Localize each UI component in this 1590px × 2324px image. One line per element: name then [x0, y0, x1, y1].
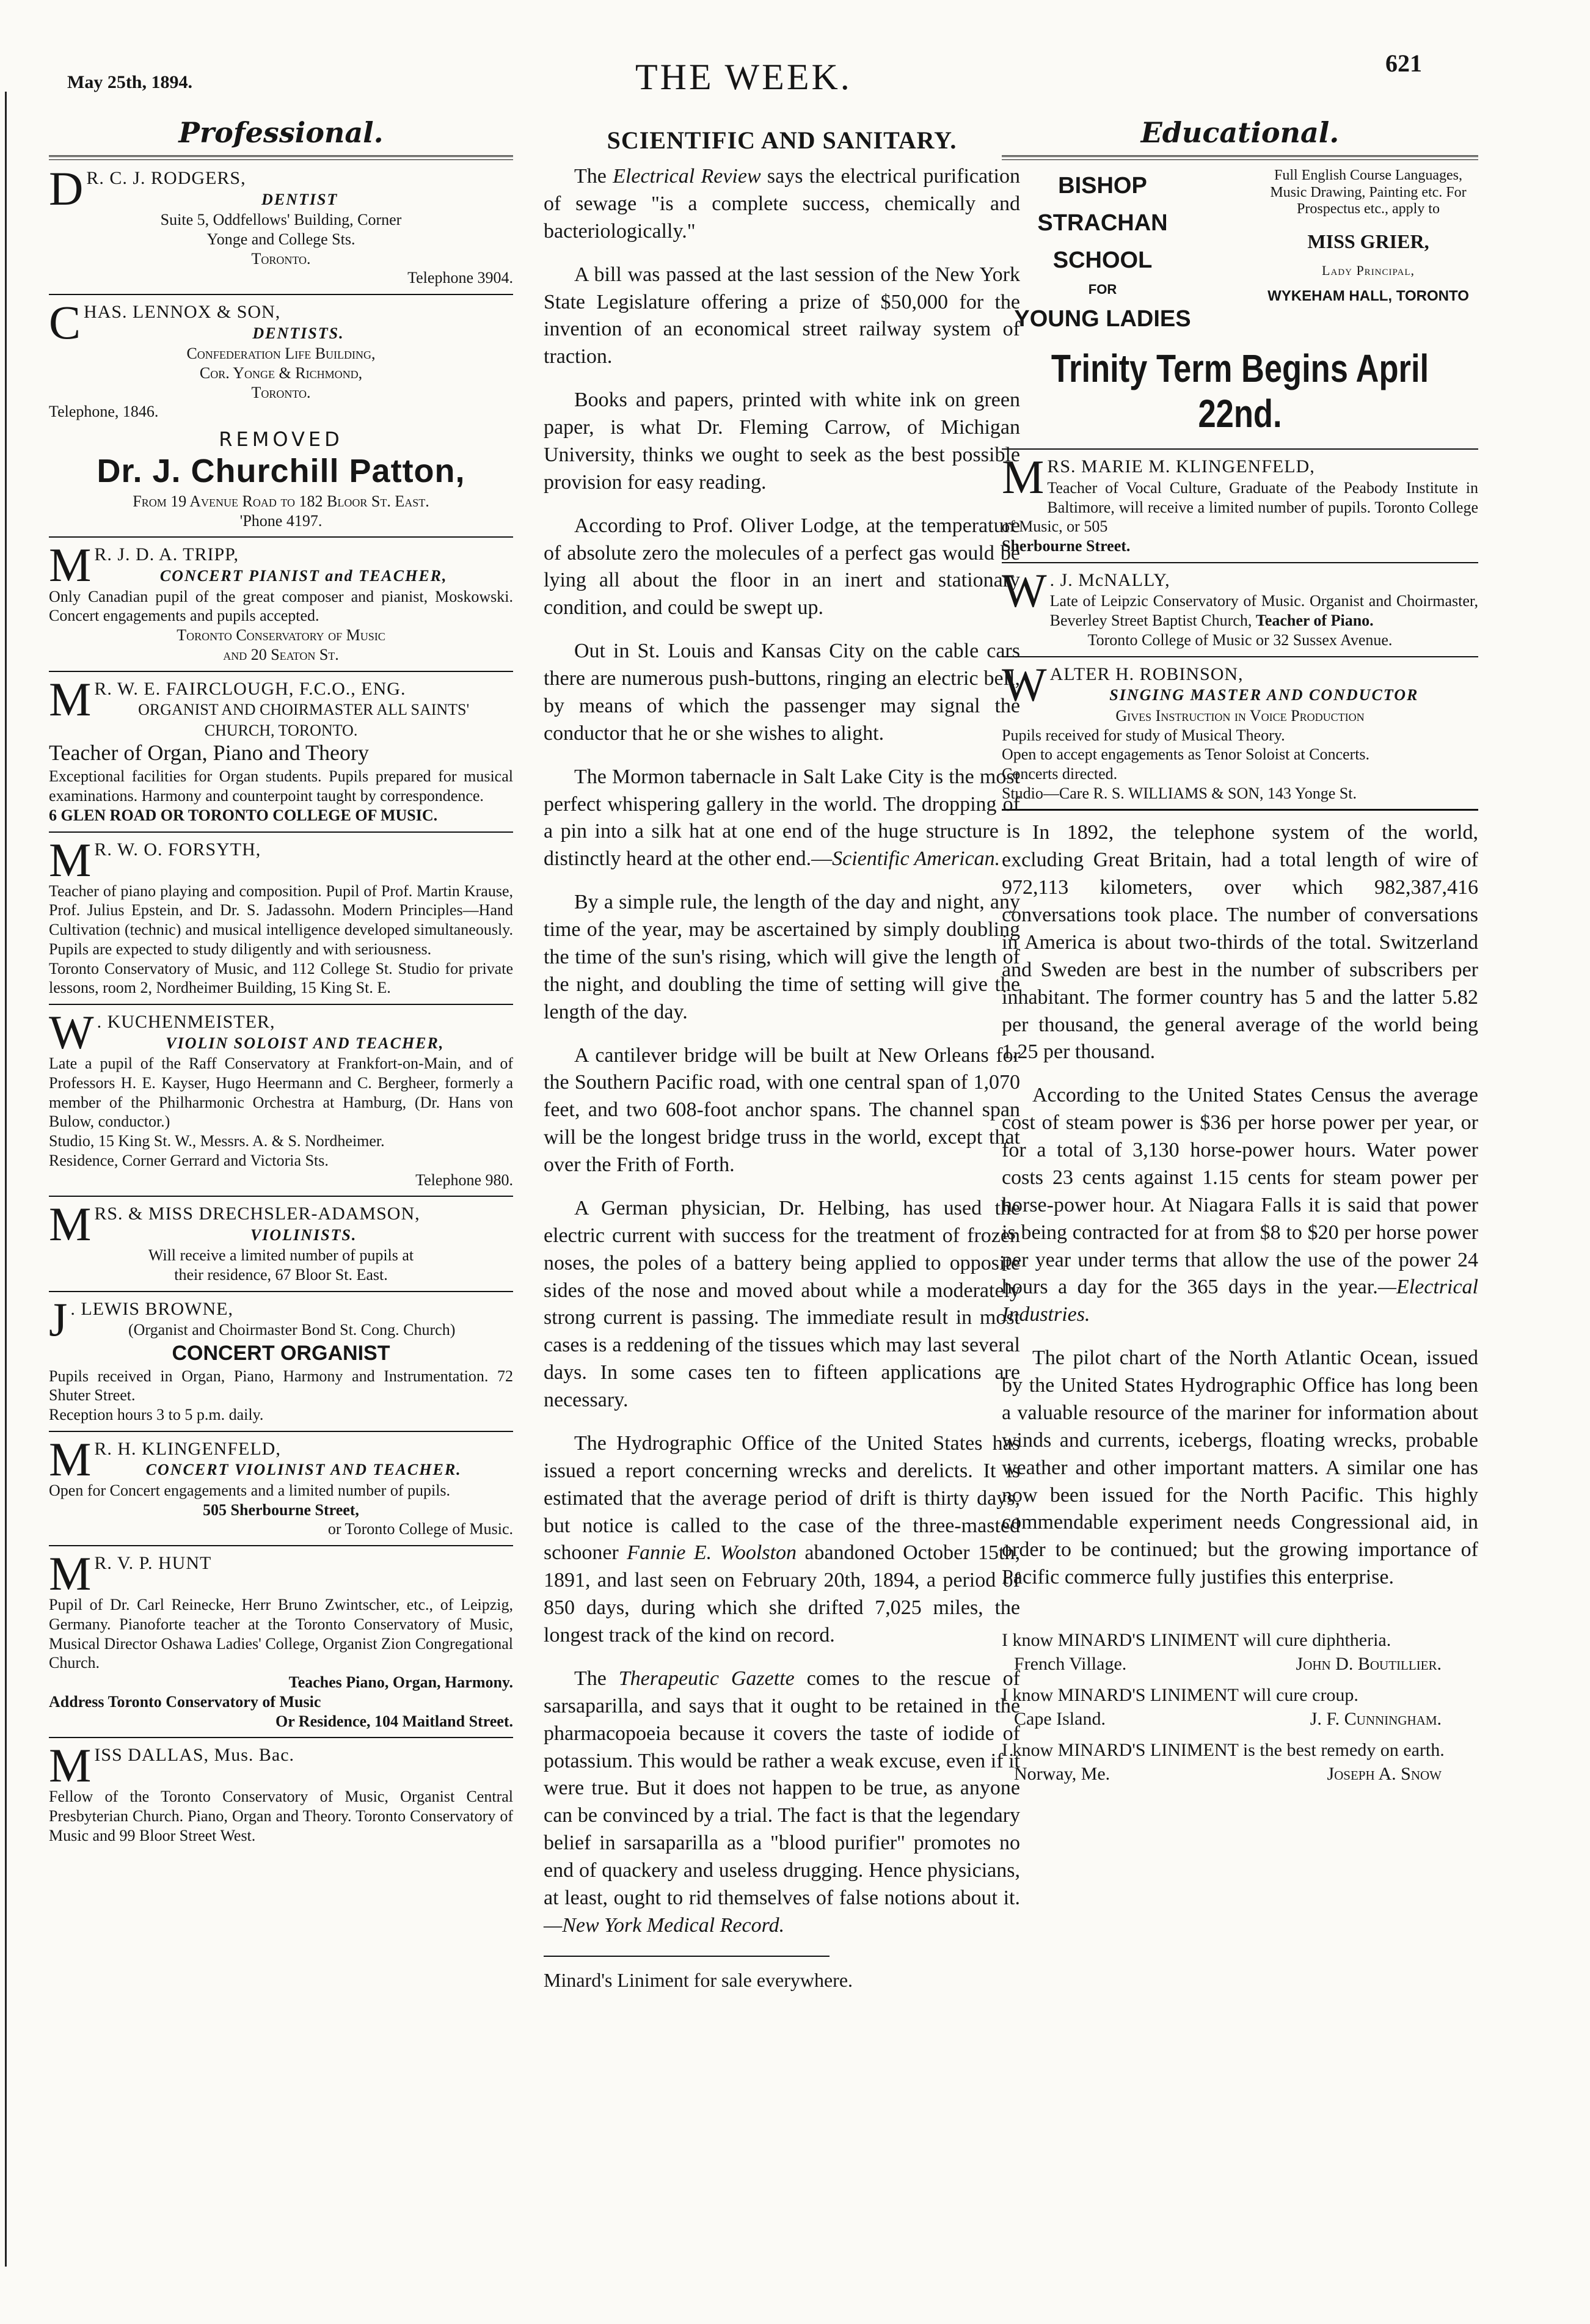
card-role: DENTIST — [261, 190, 338, 208]
article-paragraph: The Mormon tabernacle in Salt Lake City is the most perfect whispering gallery in the world. The dropping of a pin into a silk hat at one end of the huge structure is distinctly heard at the other end.—Scientific American. — [544, 765, 1020, 871]
issue-date: May 25th, 1894. — [67, 72, 192, 92]
card-role: CONCERT PIANIST and TEACHER, — [159, 567, 448, 585]
card-name: RS. MARIE M. KLINGENFELD, — [1047, 456, 1315, 477]
divider — [49, 1196, 513, 1197]
minard-testimonials — [1002, 1628, 1478, 1786]
card-line: Reception hours 3 to 5 p.m. daily. — [49, 1405, 264, 1423]
card-line: or Toronto College of Music. — [327, 1520, 513, 1538]
card-dallas — [49, 1739, 513, 1845]
card-name: . KUCHENMEISTER, — [97, 1012, 275, 1032]
card-name: Dr. J. Churchill Patton, — [97, 453, 465, 490]
drop-initial: W — [1002, 657, 1048, 711]
article-paragraph: A bill was passed at the last session of the New York State Legislature offering a prize of $50,000 for the invention of an economical street railway system of traction. — [544, 263, 1020, 368]
card-line: Will receive a limited number of pupils at — [148, 1246, 414, 1265]
trinity-term-notice: Trinity Term Begins April 22nd. — [1051, 346, 1429, 436]
heading-rule — [49, 155, 513, 160]
card-line: Suite 5, Oddfellows' Building, Corner — [160, 211, 402, 229]
card-line: ORGANIST AND CHOIRMASTER ALL SAINTS' — [138, 701, 470, 719]
card-name: . J. McNALLY, — [1049, 569, 1170, 590]
divider — [49, 1737, 513, 1738]
card-m-klingenfeld — [1002, 450, 1478, 555]
card-body: Open for Concert engagements and a limited number of pupils. — [49, 1481, 451, 1499]
card-name: . LEWIS BROWNE, — [70, 1298, 233, 1319]
card-lennox — [49, 296, 513, 422]
card-address: 6 GLEN ROAD OR TORONTO COLLEGE OF MUSIC. — [49, 806, 438, 824]
drop-initial: C — [49, 296, 82, 349]
section-heading-professional: Professional. — [178, 116, 384, 149]
card-line: Toronto College of Music or 32 Sussex Avenue. — [1087, 630, 1393, 649]
card-body: Late a pupil of the Raff Conservatory at Frankfort-on-Main, and of Professors H. E. Kayser, Hugo Heermann and C. Bergheer, formerly a member of the Philharmonic Orchestra at Hamburg, (Dr. Hans von Bulow, conductor.) — [49, 1054, 513, 1131]
card-line: Studio, 15 King St. W., Messrs. A. & S. Nordheimer. — [49, 1132, 385, 1150]
divider — [1002, 562, 1478, 563]
card-body: Exceptional facilities for Organ students. Pupils prepared for musical examinations. Harmony and counterpoint taught by correspondence. — [49, 767, 513, 805]
divider — [49, 1431, 513, 1432]
card-line: Teaches Piano, Organ, Harmony. — [288, 1673, 513, 1692]
school-name-line: YOUNG LADIES — [1014, 305, 1191, 332]
testimonial-signature: John D. Boutillier. — [1296, 1654, 1442, 1674]
testimonial-text: I know MINARD'S LINIMENT will cure croup. — [1002, 1685, 1358, 1705]
article-paragraph: The Hydrographic Office of the United States has issued a report concerning wrecks and derelicts. It is estimated that the average period of drift is thirty days, but notice is called to the case of the three-masted schooner Fannie E. Woolston abandoned October 15th, 1891, and last seen on February 20th, 1894, a period of 850 days, during which she drifted 7,025 miles, the longest track of the kind on record. — [544, 1431, 1020, 1646]
card-drechsler — [49, 1197, 513, 1285]
school-name-line: FOR — [1088, 282, 1117, 298]
drop-initial: W — [1002, 563, 1048, 617]
card-line: Telephone 980. — [415, 1171, 513, 1189]
card-headline: CONCERT ORGANIST — [172, 1342, 390, 1365]
drop-initial: M — [49, 538, 92, 592]
divider — [49, 671, 513, 672]
drop-initial: M — [49, 1432, 92, 1486]
school-address: WYKEHAM HALL, TORONTO — [1267, 287, 1469, 304]
card-body: Late of Leipzic Conservatory of Music. Organist and Choirmaster, Beverley Street Baptist Church, — [1049, 592, 1478, 630]
card-name: R. V. P. HUNT — [94, 1553, 212, 1573]
minard-note: Minard's Liniment for sale everywhere. — [544, 1968, 853, 1991]
card-line: Confederation Life Building, — [186, 345, 376, 363]
card-name: R. C. J. RODGERS, — [86, 168, 246, 188]
school-info: Full English Course Languages, Music Drawing, Painting etc. For Prospectus etc., apply to — [1270, 167, 1467, 217]
card-kuchenmeister — [49, 1006, 513, 1189]
card-line: Address Toronto Conservatory of Music — [49, 1692, 321, 1711]
card-line: their residence, 67 Bloor St. East. — [174, 1266, 388, 1284]
card-name: ISS DALLAS, Mus. Bac. — [94, 1745, 295, 1766]
card-line: 505 Sherbourne Street, — [203, 1500, 359, 1519]
drop-initial: J — [49, 1292, 68, 1346]
article-paragraph: According to Prof. Oliver Lodge, at the temperature of absolute zero the molecules of a perfect gas would be lying all about the floor in an inert and stationary condition, and could be swept up. — [544, 514, 1020, 619]
card-role: SINGING MASTER AND CONDUCTOR — [1109, 686, 1419, 704]
card-line: Residence, Corner Gerrard and Victoria Sts. — [49, 1151, 329, 1169]
article-paragraph: Books and papers, printed with white ink on green paper, is what Dr. Fleming Carrow, of Michigan University, thinks we ought to seek as the best possible provision for easy reading. — [544, 389, 1020, 494]
card-robinson — [1002, 657, 1478, 803]
drop-initial: M — [1002, 450, 1045, 504]
card-name: ALTER H. ROBINSON, — [1049, 663, 1244, 684]
drop-initial: M — [49, 833, 92, 886]
card-role: CONCERT VIOLINIST AND TEACHER. — [145, 1461, 462, 1479]
card-role: DENTISTS. — [252, 324, 345, 342]
divider — [1002, 656, 1478, 657]
card-hunt — [49, 1547, 513, 1731]
school-name-line: SCHOOL — [1052, 247, 1153, 273]
school-ad — [1002, 167, 1478, 337]
card-forsyth — [49, 833, 513, 998]
section-heading-educational: Educational. — [1140, 116, 1340, 149]
card-headline: Teacher of Organ, Piano and Theory — [49, 740, 369, 766]
article-paragraph: By a simple rule, the length of the day and night, any time of the year, may be ascertained by simply doubling the time of the sun's rising, which will give the length of the night, and doubling the time of setting will give the length of the day. — [544, 891, 1020, 1023]
article-paragraph: According to the United States Census the average cost of steam power is $36 per horse power per year, or for a total of 3,130 horse-power hours. Water power costs 23 cents against 1.15 cents for steam power per horse-power hour. At Niagara Falls it is said that power is being contracted for at from $8 to $20 per horse power per year under terms that allow the use of the power 24 hours a day for the 365 days in the year.—Electrical Industries. — [1002, 1084, 1478, 1326]
card-line: Gives Instruction in Voice Production — [1115, 706, 1365, 725]
testimonial-text: I know MINARD'S LINIMENT will cure diphtheria. — [1002, 1630, 1391, 1650]
card-line: Cor. Yonge & Richmond, — [199, 364, 363, 382]
article-paragraph: The Electrical Review says the electrical purification of sewage "is a complete success, chemically and bacteriologically." — [544, 165, 1020, 243]
card-body: Pupil of Dr. Carl Reinecke, Herr Bruno Zwintscher, etc., of Leipzig, Germany. Pianoforte teacher at the Toronto Conservatory of Music, Musical Director Oshawa Ladies' College, Organist Zion Congregational Church. — [49, 1596, 513, 1672]
divider — [544, 1956, 830, 1957]
card-fairclough — [49, 672, 513, 825]
divider — [1002, 809, 1478, 811]
divider — [49, 1291, 513, 1292]
drop-initial: M — [49, 672, 92, 726]
card-line: 'Phone 4197. — [239, 511, 323, 530]
card-line: Telephone 3904. — [407, 269, 513, 287]
principal-name: MISS GRIER, — [1307, 230, 1429, 252]
article-paragraph: The Therapeutic Gazette comes to the rescue of sarsaparilla, and says that it ought to be retained in the pharmacopoeia because it covers the taste of iodide of potassium. This would be rather a weak excuse, even if it were true. But it does not happen to be true, as anyone can be convinced by a trial. The fact is that the legendary belief in sarsaparilla as a "blood purifier" promotes no end of quackery and useless drugging. Hence physicians, at least, ought to rid themselves of false notions about it. —New York Medical Record. — [544, 1667, 1021, 1937]
drop-initial: M — [49, 1739, 92, 1792]
card-tripp — [49, 538, 513, 664]
card-name: RS. & MISS DRECHSLER-ADAMSON, — [94, 1204, 420, 1224]
card-name: R. W. E. FAIRCLOUGH, F.C.O., ENG. — [94, 678, 406, 699]
testimonial-place: French Village. — [1014, 1654, 1127, 1674]
card-line: Yonge and College Sts. — [206, 230, 356, 248]
article-paragraph: In 1892, the telephone system of the world, excluding Great Britain, had a total length of wire of 972,113 kilometers, over which 982,387,416 conversations took place. The number of conversations in America is about two-thirds of the total. Switzerland and Sweden are best in the number of subscribers per inhabitant. The former country has 5 and the latter 5.82 per thousand, the general average of the world being 1.25 per thousand. — [1002, 821, 1478, 1064]
card-line: Pupils received for study of Musical Theory. — [1002, 726, 1285, 744]
school-name-line: STRACHAN — [1037, 210, 1168, 236]
card-name: R. H. KLINGENFELD, — [94, 1438, 281, 1459]
publication-title: THE WEEK. — [635, 57, 852, 97]
card-name: R. J. D. A. TRIPP, — [94, 544, 239, 565]
card-line: Open to accept engagements as Tenor Soloist at Concerts. — [1002, 745, 1370, 764]
heading-rule — [1002, 155, 1478, 160]
article-paragraph: A cantilever bridge will be built at New Orleans for the Southern Pacific road, with one central span of 1,070 feet, and two 608-foot anchor spans. The channel span will be the longest bridge truss in the world, except that over the Frith of Forth. — [544, 1043, 1020, 1176]
card-line: Sherbourne Street. — [1002, 537, 1131, 555]
page-number: 621 — [1385, 49, 1422, 77]
divider — [49, 1004, 513, 1005]
school-name-line: BISHOP — [1058, 173, 1147, 199]
educational-column — [1002, 116, 1478, 1786]
scientific-column — [544, 116, 1020, 1992]
section-heading-scientific: SCIENTIFIC AND SANITARY. — [607, 126, 957, 154]
card-line: Toronto Conservatory of Music — [177, 626, 385, 645]
card-line: Studio—Care R. S. WILLIAMS & SON, 143 Yonge St. — [1002, 784, 1357, 802]
testimonial-place: Norway, Me. — [1014, 1764, 1110, 1784]
divider — [49, 831, 513, 833]
card-body: Teacher of piano playing and composition. Pupil of Prof. Martin Krause, Prof. Julius Epstein, and Dr. S. Jadassohn. Modern Principles—Hand Cultivation (technic) and musical intelligence developed simultaneously. Pupils are expected to study diligently and with seriousness. — [49, 882, 513, 958]
article-paragraph: A German physician, Dr. Helbing, has used the electric current with success for the treatment of frozen noses, the poles of a battery being applied to opposite sides of the nose and moved about while a moderately strong current is passing. The immediate result in most cases is a reddening of the tissues which may last several days. In some cases ten to fifteen applications are necessary. — [544, 1196, 1020, 1411]
article-paragraph: The pilot chart of the North Atlantic Ocean, issued by the United States Hydrographic Office has long been a valuable resource of the mariner for information about winds and currents, icebergs, floating wrecks, probable weather and other important matters. A similar one has now been issued for the North Pacific. This highly commendable experiment needs Congressional aid, in order to be continued; but the growing importance of Pacific commerce fully justifies this enterprise. — [1002, 1347, 1478, 1589]
testimonial-signature: J. F. Cunningham. — [1310, 1709, 1442, 1729]
testimonial-text: I know MINARD'S LINIMENT is the best remedy on earth. — [1002, 1740, 1445, 1760]
divider — [49, 1545, 513, 1546]
card-line: and 20 Seaton St. — [223, 645, 339, 663]
drop-initial: M — [49, 1197, 92, 1251]
drop-initial: D — [49, 162, 84, 215]
card-body: Only Canadian pupil of the great composer and pianist, Moskowski. Concert engagements and pupils accepted. — [49, 587, 513, 625]
card-browne — [49, 1292, 513, 1425]
card-name: HAS. LENNOX & SON, — [84, 302, 281, 323]
card-line: From 19 Avenue Road to 182 Bloor St. East. — [133, 492, 429, 511]
card-line: Telephone, 1846. — [49, 403, 159, 421]
principal-title: Lady Principal, — [1322, 262, 1415, 278]
card-patton — [49, 428, 513, 530]
divider — [49, 536, 513, 538]
drop-initial: M — [49, 1547, 92, 1600]
card-rodgers — [49, 162, 513, 288]
card-line: CHURCH, TORONTO. — [204, 721, 358, 739]
card-line: Toronto. — [251, 249, 311, 268]
divider — [1002, 448, 1478, 450]
card-body: Teacher of Vocal Culture, Graduate of the Peabody Institute in Baltimore, will receive a limited number of pupils. Toronto College of Music, or 505 — [1002, 478, 1478, 536]
card-role: VIOLINISTS. — [250, 1226, 357, 1244]
testimonial-signature: Joseph A. Snow — [1327, 1764, 1442, 1784]
testimonial-place: Cape Island. — [1014, 1709, 1106, 1729]
card-body: Pupils received in Organ, Piano, Harmony and Instrumentation. 72 Shuter Street. — [49, 1367, 513, 1405]
article-paragraph: Out in St. Louis and Kansas City on the cable cars there are numerous push-buttons, ringing an electric bell, by means of which the passenger may signal the conductor that he or she wishes to alight. — [544, 640, 1020, 745]
card-line: Toronto. — [251, 383, 311, 401]
card-line: Concerts directed. — [1002, 764, 1118, 783]
card-role: VIOLIN SOLOIST AND TEACHER, — [166, 1034, 445, 1052]
card-line: (Organist and Choirmaster Bond St. Cong. Church) — [128, 1321, 456, 1339]
divider — [49, 294, 513, 295]
professional-column — [49, 116, 513, 1852]
card-h-klingenfeld — [49, 1432, 513, 1539]
page-edge-line — [5, 92, 7, 2267]
drop-initial: W — [49, 1006, 95, 1059]
card-name: R. W. O. FORSYTH, — [94, 839, 261, 860]
card-emphasis: Teacher of Piano. — [1255, 612, 1374, 630]
card-mcnally — [1002, 563, 1478, 650]
removed-label: REMOVED — [219, 428, 343, 451]
card-body: Fellow of the Toronto Conservatory of Music, Organist Central Presbyterian Church. Piano, Organ and Theory. Toronto Conservatory of Music and 99 Bloor Street West. — [49, 1788, 513, 1844]
card-line: Or Residence, 104 Maitland Street. — [275, 1712, 513, 1730]
card-body: Toronto Conservatory of Music, and 112 College St. Studio for private lessons, room 2, Nordheimer Building, 15 King St. E. — [49, 959, 513, 997]
